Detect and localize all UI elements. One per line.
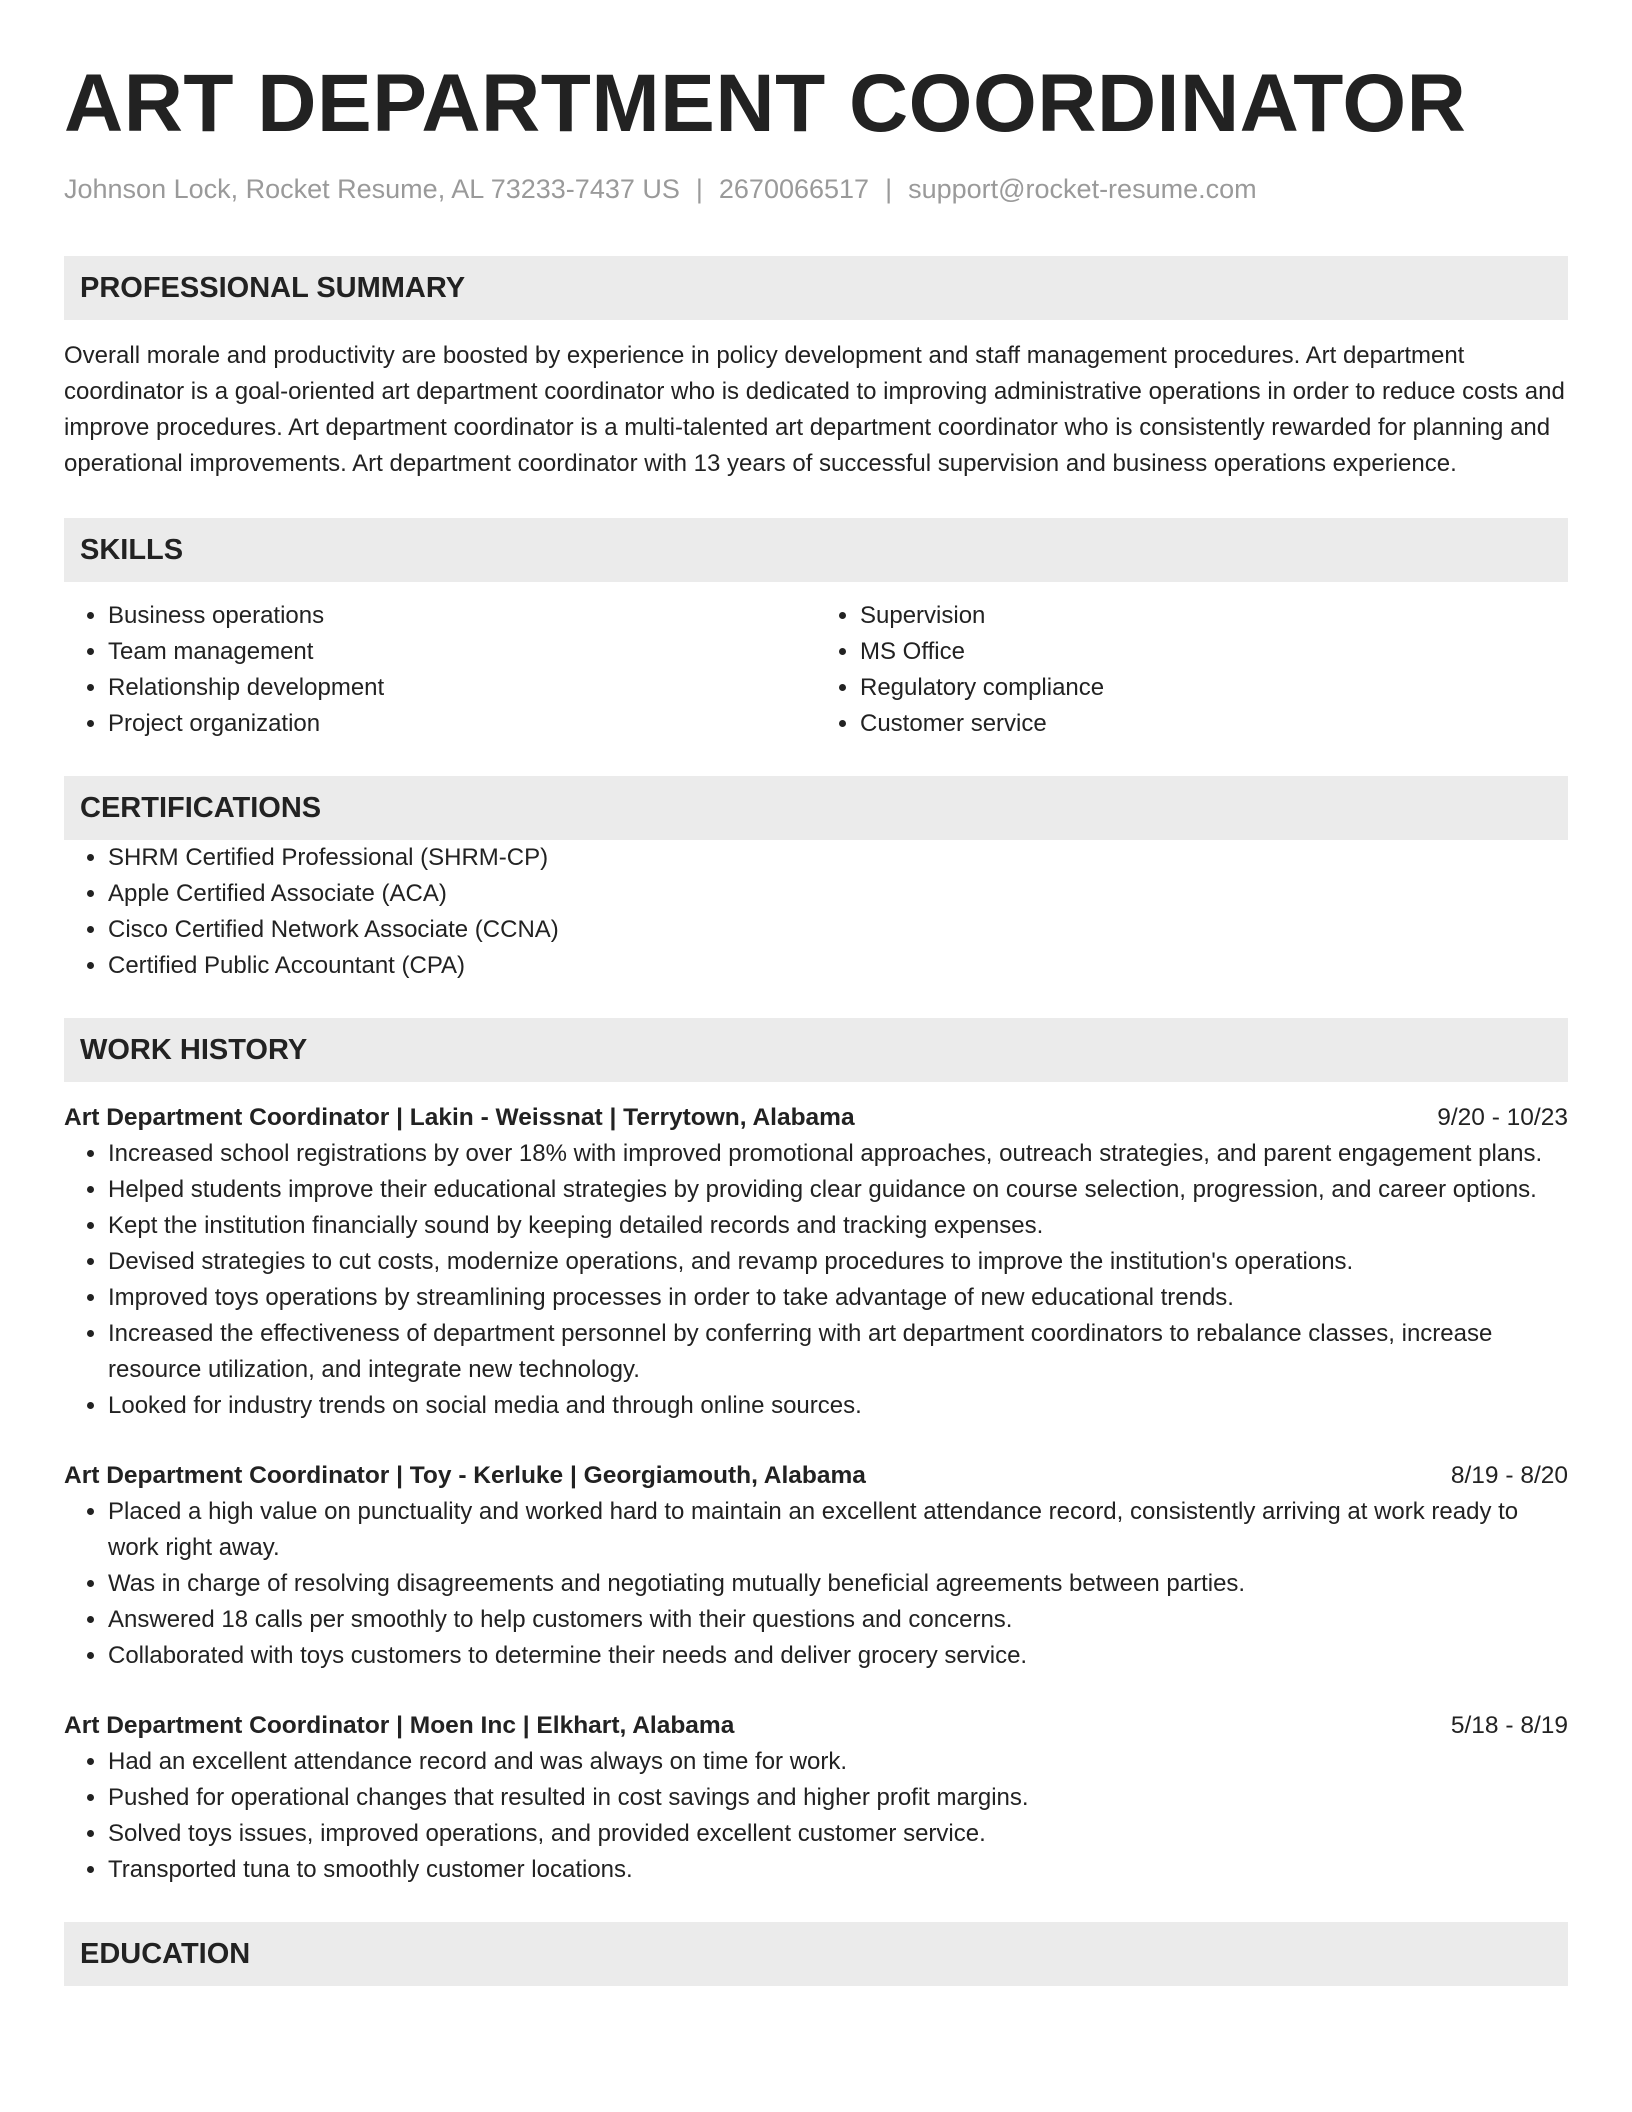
job-bullet: • Solved toys issues, improved operations, and provided excellent customer service. [108,1816,1568,1852]
summary-text: Overall morale and productivity are boosted by experience in policy development and staff management procedures. Art department coordinator is a goal-oriented art department coordinator who is dedicated to improving administrative operations in order to reduce costs and improve procedures. Art department coordinator is a multi-talented art department coordinator who is consistently rewarded for planning and operational improvements. Art department coordinator with 13 years of successful supervision and business operations experience. [64,342,1565,477]
skills-section-header: SKILLS [64,518,1568,582]
job-dates: 9/20 - 10/23 [1437,1104,1568,1131]
job-bullet: • Helped students improve their educational strategies by providing clear guidance on course selection, progression, and career options. [108,1172,1568,1208]
skill-item: • Relationship development [108,670,816,706]
certification-item: • Apple Certified Associate (ACA) [108,876,1568,912]
job-bullet: • Devised strategies to cut costs, modernize operations, and revamp procedures to improve the institution's operations. [108,1244,1568,1280]
job-bullet: • Improved toys operations by streamlining processes in order to take advantage of new educational trends. [108,1280,1568,1316]
contact-phone: 2670066517 [718,174,870,204]
job-bullet: • Kept the institution financially sound by keeping detailed records and tracking expenses. [108,1208,1568,1244]
job-dates: 8/19 - 8/20 [1450,1462,1568,1489]
job-title: Art Department Coordinator | Toy - Kerluke | Georgiamouth, Alabama [64,1462,866,1489]
skill-item: • MS Office [860,634,1568,670]
job-title: Art Department Coordinator | Lakin - Weissnat | Terrytown, Alabama [64,1104,855,1131]
skills-list-right [816,598,1568,742]
job-bullet: • Increased school registrations by over 18% with improved promotional approaches, outreach strategies, and parent engagement plans. [108,1136,1568,1172]
skill-item: • Regulatory compliance [860,670,1568,706]
job-bullet: • Answered 18 calls per smoothly to help customers with their questions and concerns. [108,1602,1568,1638]
job-entry [64,1458,1568,1674]
skills-grid [64,598,1568,742]
skill-item: • Supervision [860,598,1568,634]
skill-item: • Business operations [108,598,816,634]
skill-item: • Project organization [108,706,816,742]
education-section-header: EDUCATION [64,1922,1568,1986]
certification-item: • Certified Public Accountant (CPA) [108,948,1568,984]
resume-title: ART DEPARTMENT COORDINATOR [64,58,1467,149]
job-bullet: • Pushed for operational changes that resulted in cost savings and higher profit margins. [108,1780,1568,1816]
job-entry [64,1708,1568,1888]
work-history-section-header: WORK HISTORY [64,1018,1568,1082]
job-bullets [64,1744,1568,1888]
contact-address: Johnson Lock, Rocket Resume, AL 73233-7437 US [64,174,680,204]
job-bullet: • Looked for industry trends on social media and through online sources. [108,1388,1568,1424]
contact-separator: | [885,174,893,204]
job-title: Art Department Coordinator | Moen Inc | Elkhart, Alabama [64,1712,735,1739]
job-bullet: • Collaborated with toys customers to determine their needs and deliver grocery service. [108,1638,1568,1674]
job-bullets [64,1136,1568,1424]
certification-item: • Cisco Certified Network Associate (CCNA) [108,912,1568,948]
job-header [64,1708,1568,1744]
job-header [64,1458,1568,1494]
job-bullet: • Increased the effectiveness of department personnel by conferring with art department coordinators to rebalance classes, increase resource utilization, and integrate new technology. [108,1316,1568,1388]
job-bullet: • Transported tuna to smoothly customer locations. [108,1852,1568,1888]
summary-section-header: PROFESSIONAL SUMMARY [64,256,1568,320]
job-bullet: • Had an excellent attendance record and was always on time for work. [108,1744,1568,1780]
contact-line [64,172,1568,206]
skill-item: • Team management [108,634,816,670]
job-dates: 5/18 - 8/19 [1450,1712,1568,1739]
skills-list-left [64,598,816,742]
job-entry [64,1100,1568,1424]
job-bullets [64,1494,1568,1674]
certifications-section-header: CERTIFICATIONS [64,776,1568,840]
job-header [64,1100,1568,1136]
contact-separator: | [695,174,703,204]
job-bullet: • Was in charge of resolving disagreements and negotiating mutually beneficial agreements between parties. [108,1566,1568,1602]
contact-email: support@rocket-resume.com [908,174,1257,204]
job-bullet: • Placed a high value on punctuality and worked hard to maintain an excellent attendance record, consistently arriving at work ready to work right away. [108,1494,1568,1566]
skill-item: • Customer service [860,706,1568,742]
certifications-list [64,840,1568,984]
certification-item: • SHRM Certified Professional (SHRM-CP) [108,840,1568,876]
